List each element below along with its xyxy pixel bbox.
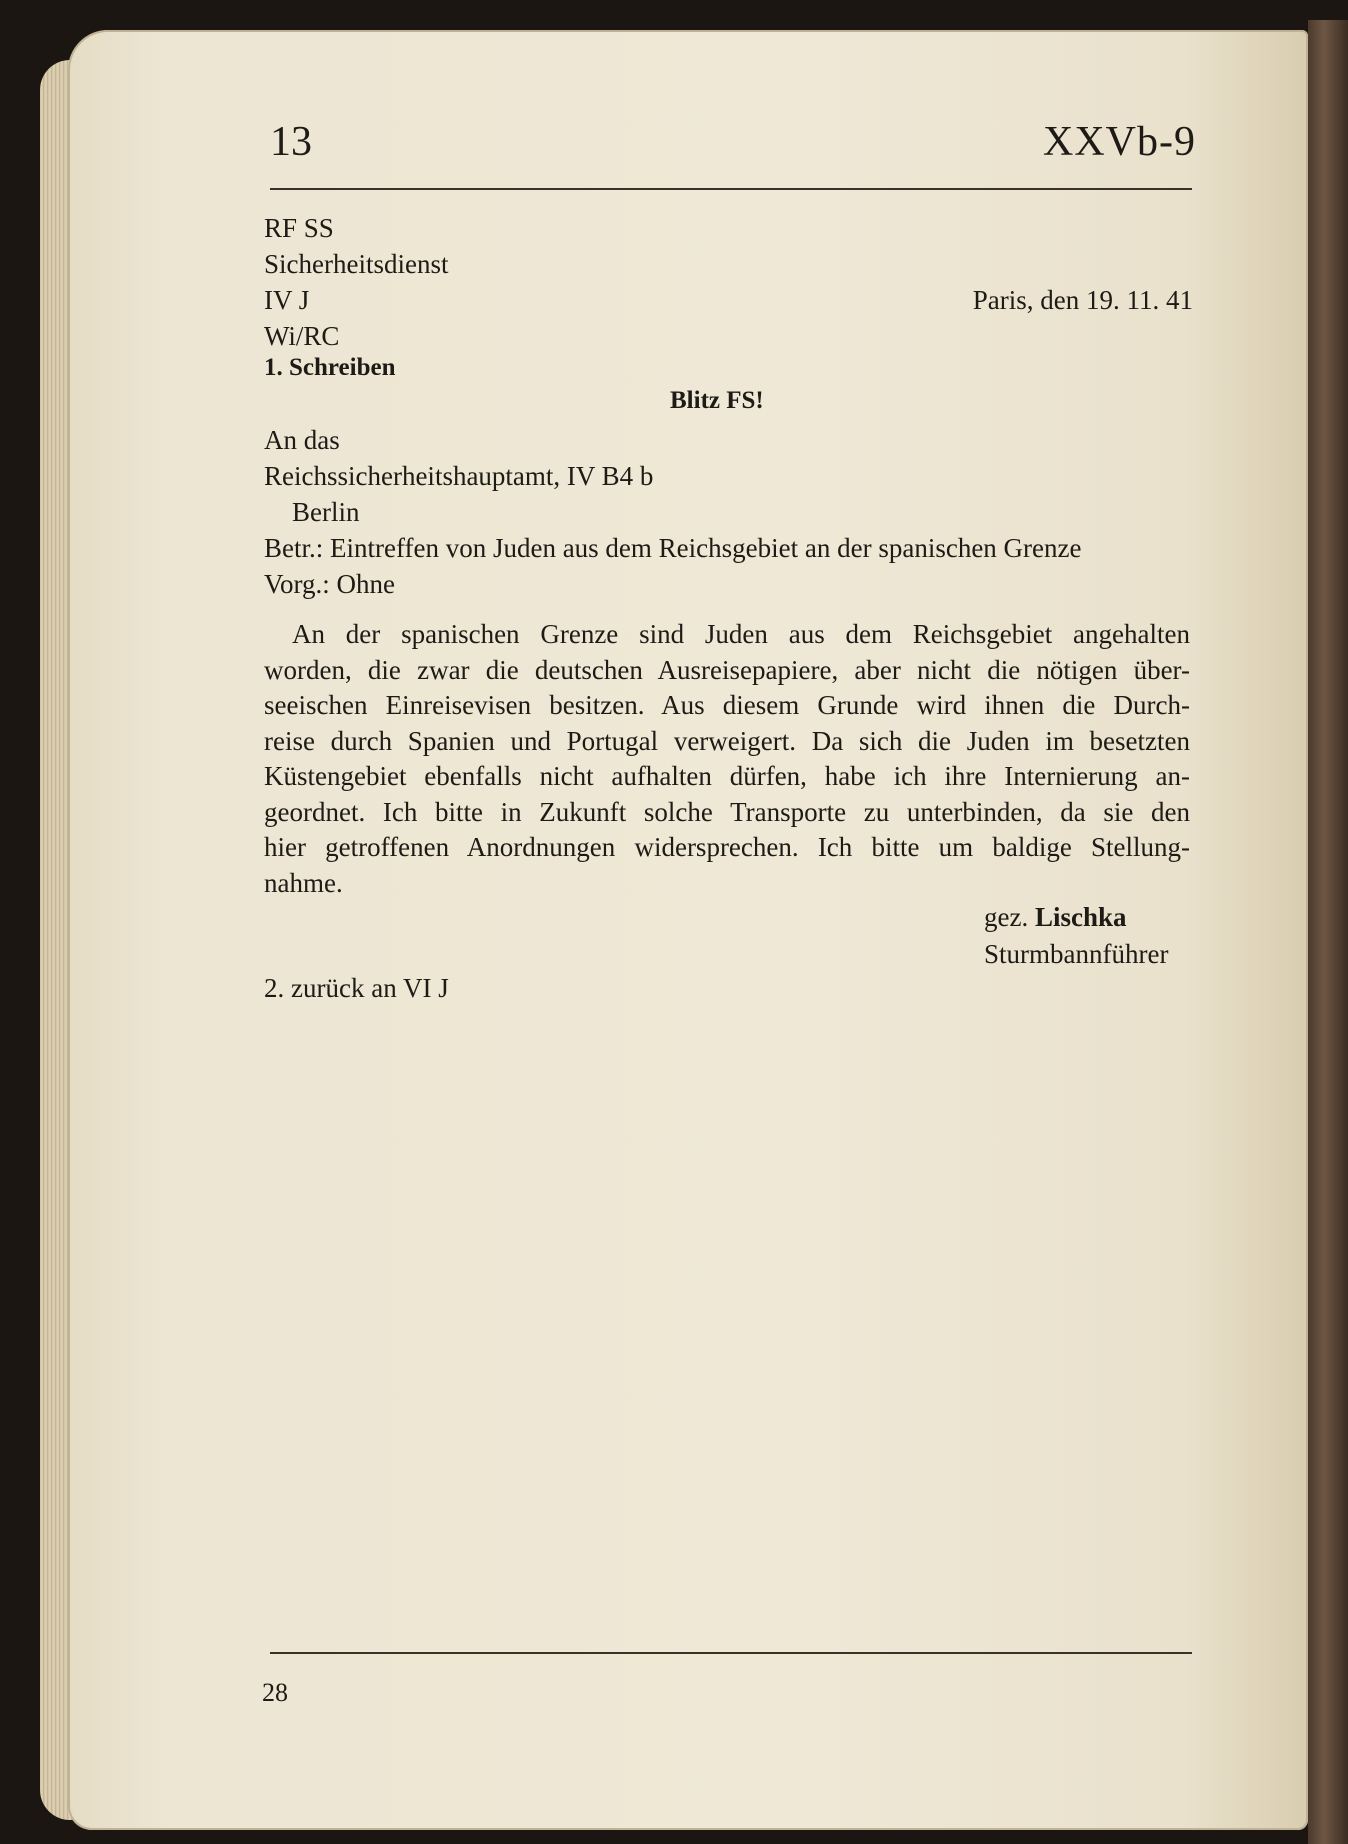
page-number: 28 xyxy=(262,1678,288,1707)
body-line: nahme. xyxy=(264,867,343,898)
letter-body xyxy=(264,617,1190,901)
sender-line-4: Wi/RC xyxy=(264,321,340,351)
recipient-line-2: Reichssicherheitshauptamt, IV B4 b xyxy=(264,461,654,491)
footer-rule xyxy=(270,1652,1192,1654)
reference-line: Vorg.: Ohne xyxy=(264,569,396,599)
sender-line-1: RF SS xyxy=(264,213,334,243)
sender-line-2: Sicherheitsdienst xyxy=(264,249,449,279)
body-line: worden, die zwar die deutschen Ausreisepapiere, aber nicht die nötigen über- xyxy=(264,654,1190,685)
body-line: An der spanischen Grenze sind Juden aus dem Reichsgebiet angehalten xyxy=(292,619,1190,649)
signature-line xyxy=(984,902,1127,933)
signature-rank: Sturmbannführer xyxy=(984,939,1169,969)
closing-note: 2. zurück an VI J xyxy=(264,973,449,1003)
signature-name: Lischka xyxy=(1034,902,1127,932)
signature-prefix: gez. xyxy=(984,902,1029,932)
recipient-line-1: An das xyxy=(264,425,340,455)
body-line: hier getroffenen Anordnungen widersprechen. Ich bitte um baldige Stellung- xyxy=(264,832,1190,862)
body-line: geordnet. Ich bitte in Zukunft solche Transporte zu unterbinden, da sie den xyxy=(264,796,1190,827)
document-number: 13 xyxy=(270,119,312,165)
urgency-label: Blitz FS! xyxy=(670,387,764,414)
item-heading: 1. Schreiben xyxy=(264,354,396,381)
subject-line: Betr.: Eintreffen von Juden aus dem Reichsgebiet an der spanischen Grenze xyxy=(264,533,1082,563)
header-rule xyxy=(270,188,1192,190)
body-line: seeischen Einreisevisen besitzen. Aus diesem Grunde wird ihnen die Durch- xyxy=(264,690,1190,720)
recipient-line-3: Berlin xyxy=(292,497,360,527)
date-line: Paris, den 19. 11. 41 xyxy=(972,285,1193,315)
sender-line-3: IV J xyxy=(264,285,310,315)
body-line: Küstengebiet ebenfalls nicht aufhalten dürfen, habe ich ihre Internierung an- xyxy=(264,761,1190,791)
body-line: reise durch Spanien und Portugal verweigert. Da sich die Juden im besetzten xyxy=(264,725,1190,756)
book-spine xyxy=(1308,20,1348,1844)
document-code: XXVb-9 xyxy=(1043,119,1196,165)
